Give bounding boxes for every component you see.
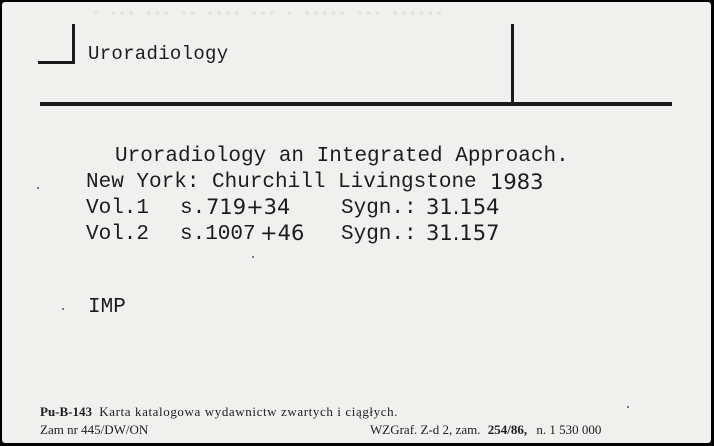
dust-speck bbox=[252, 256, 254, 258]
footer-line-2-right bbox=[370, 422, 601, 438]
dust-speck bbox=[37, 187, 39, 189]
footer-line-1 bbox=[40, 404, 398, 420]
dust-speck bbox=[62, 308, 64, 310]
volume-2-sygn-value: 31.157 bbox=[426, 221, 500, 245]
catalog-card bbox=[2, 2, 711, 443]
volume-2-label: Vol.2 bbox=[86, 223, 150, 246]
volume-2-pages: +46 bbox=[260, 221, 305, 245]
record-note: IMP bbox=[88, 296, 126, 319]
volume-1-label: Vol.1 bbox=[86, 197, 150, 220]
record-imprint-year: 1983 bbox=[490, 170, 544, 194]
volume-2-pages-prefix: s.1007 bbox=[180, 223, 256, 246]
volume-1-sygn-label: Sygn.: bbox=[341, 197, 417, 220]
printer-order: 254/86, bbox=[487, 422, 528, 437]
footer-order-left: Zam nr 445/DW/ON bbox=[40, 422, 149, 437]
volume-1-sygn-value: 31.154 bbox=[426, 195, 500, 219]
header-right-vertical-rule bbox=[511, 24, 514, 102]
circulation: n. 1 530 000 bbox=[536, 422, 602, 437]
printer-info: WZGraf. Z-d 2, zam. bbox=[370, 422, 481, 437]
volume-1-pages-prefix: s. bbox=[180, 197, 206, 220]
record-imprint: New York: Churchill Livingstone bbox=[86, 171, 477, 194]
header-bottom-rule bbox=[40, 102, 672, 106]
volume-1-pages: 719+34 bbox=[206, 195, 291, 219]
dust-speck bbox=[627, 406, 629, 408]
form-title: Karta katalogowa wydawnictw zwartych i ciągłych. bbox=[99, 404, 399, 419]
show-through-marks: ▪ ▪▪▪ ▪▪▪ ▪▪ ▪▪▪▪ ▪▪▪ ▪ ▪▪▪▪▪ ▪▪▪ ▪▪▪▪▪▪ bbox=[92, 6, 445, 21]
header-left-vertical-rule bbox=[72, 24, 75, 64]
header-left-underline bbox=[38, 61, 74, 64]
volume-2-sygn-label: Sygn.: bbox=[341, 223, 417, 246]
record-title: Uroradiology an Integrated Approach. bbox=[115, 145, 569, 168]
form-code: Pu-B-143 bbox=[40, 404, 92, 419]
subject-heading: Uroradiology bbox=[88, 43, 229, 65]
